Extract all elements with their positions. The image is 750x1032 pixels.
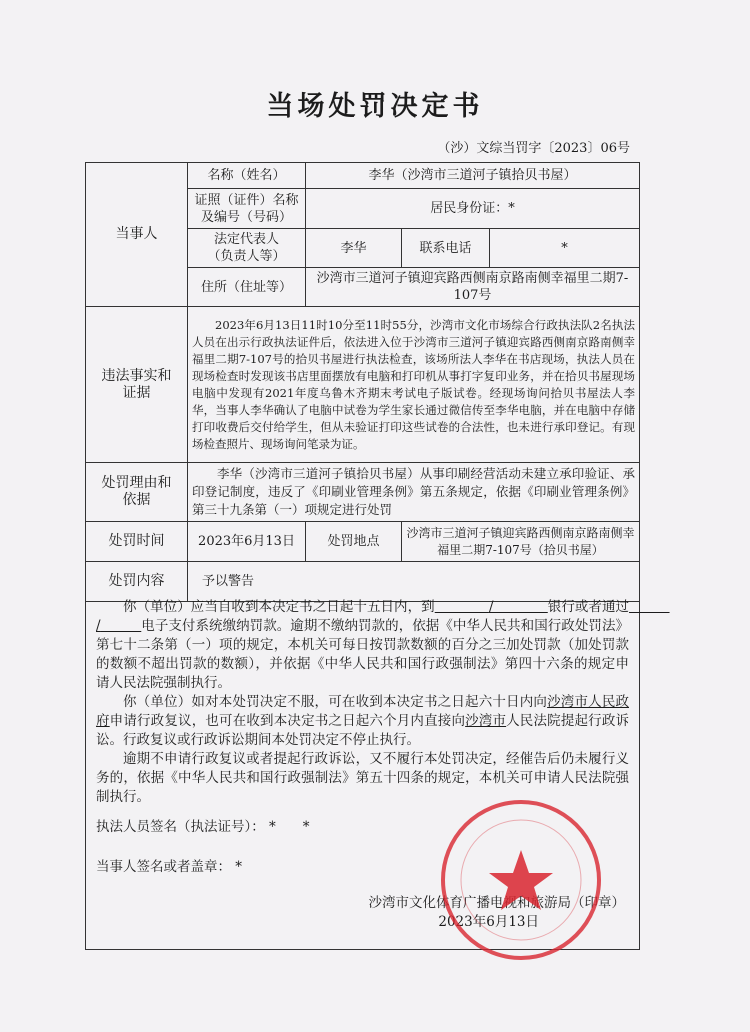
notice-p1-c: 电子支付系统缴纳罚款。逾期不缴纳罚款的，依据《中华人民共和国行政处罚法》第七十二条第（一）项的规定，本机关可每日按罚款数额的百分之三加处罚款（加处罚款的数额不超出罚款的数额），并依据《中华人民共和国行政强制法》第四十六条的规定申请人民法院强制执行。 — [96, 618, 630, 691]
notice-p2-b: 申请行政复议，也可在收到本决定书之日起六个月内直接向 — [109, 713, 466, 729]
reason-label-line2: 依据 — [122, 492, 151, 508]
seal-star-icon — [489, 850, 553, 910]
representative-label — [188, 229, 306, 268]
notice-paragraph-1 — [96, 598, 629, 693]
reason-label-line1: 处罚理由和 — [101, 475, 172, 491]
officer-signature-label: 执法人员签名（执法证号）： — [96, 819, 265, 835]
phone-value: * — [490, 229, 640, 268]
id-value: 居民身份证：* — [306, 189, 640, 229]
party-signature-line — [96, 858, 242, 877]
court-city: 沙湾市 — [465, 713, 507, 729]
phone-label: 联系电话 — [402, 229, 490, 268]
notice-p1-b: 银行或者通过 — [547, 599, 630, 615]
time-value: 2023年6月13日 — [188, 522, 306, 562]
party-signature-value: * — [235, 859, 243, 875]
issuing-office: 沙湾市文化体育广播电视和旅游局（印章） — [368, 895, 625, 911]
representative-value: 李华 — [306, 229, 402, 268]
facts-label — [86, 307, 188, 463]
document-title: 当场处罚决定书 — [266, 91, 484, 122]
payment-blank-value: / — [96, 618, 101, 634]
penalty-form-table — [85, 162, 640, 602]
notice-p1-a: 你（单位）应当自收到本决定书之日起十五日内，到 — [123, 599, 435, 615]
party-section-label: 当事人 — [86, 163, 188, 307]
reason-label — [86, 463, 188, 522]
rep-label-line2: （负责人等） — [207, 249, 286, 264]
officer-signature-line — [96, 818, 310, 837]
id-label — [188, 189, 306, 229]
officer-signature-value: * * — [269, 819, 310, 835]
review-government: 沙湾市人民政府 — [96, 694, 630, 729]
id-label-line1: 证照（证件）名称 — [194, 192, 299, 208]
reason-text: 李华（沙湾市三道河子镇拾贝书屋）从事印刷经营活动未建立承印验证、承印登记制度，违反了《印刷业管理条例》第五条规定，依据《印刷业管理条例》第三十九条第（一）项规定进行处罚 — [188, 463, 640, 522]
official-seal-stamp — [436, 795, 606, 965]
facts-label-line1: 违法事实和 — [101, 367, 172, 384]
facts-label-line2: 证据 — [122, 384, 151, 401]
notice-paragraph-3: 逾期不申请行政复议或者提起行政诉讼，又不履行本处罚决定，经催告后仍未履行义务的，依据《中华人民共和国行政强制法》第五十四条的规定，本机关可申请人民法院强制执行。 — [96, 751, 629, 805]
notice-paragraph-2 — [96, 693, 629, 750]
name-value: 李华（沙湾市三道河子镇拾贝书屋） — [306, 163, 640, 189]
document-number: （沙）文综当罚字〔2023〕06号 — [437, 141, 630, 156]
name-label: 名称（姓名） — [188, 163, 306, 189]
id-label-line2: 及编号（号码） — [200, 209, 292, 225]
party-signature-label: 当事人签名或者盖章： — [96, 859, 231, 875]
content-value: 予以警告 — [188, 562, 640, 602]
place-label: 处罚地点 — [306, 522, 402, 562]
notice-p2-a: 你（单位）如对本处罚决定不服，可在收到本决定书之日起六十日内向 — [123, 694, 548, 710]
facts-text: 2023年6月13日11时10分至11时55分，沙湾市文化市场综合行政执法队2名执法人员在出示行政执法证件后，依法进入位于沙湾市三道河子镇迎宾路西侧南京路南侧幸福里二期7-107号的拾贝书屋进行执法检查，该场所法人李华在书店现场，执法人员在现场检查时发现该书店里面摆放有电脑和打印机从事打字复印业务，并在拾贝书屋现场电脑中发现有2021年度乌鲁木齐期末考试电子版试卷。经现场询问拾贝书屋法人李华，当事人李华确认了电脑中试卷为学生家长通过微信传至李华电脑，并在电脑中存储打印收费后交付给学生，但从未验证打印这些试卷的合法性，也未进行承印登记。有现场检查照片、现场询问笔录为证。 — [188, 307, 640, 463]
issue-date: 2023年6月13日 — [438, 914, 539, 930]
address-value: 沙湾市三道河子镇迎宾路西侧南京路南侧幸福里二期7-107号 — [306, 268, 640, 307]
content-label: 处罚内容 — [86, 562, 188, 602]
bank-blank — [435, 599, 548, 615]
time-label: 处罚时间 — [86, 522, 188, 562]
place-value: 沙湾市三道河子镇迎宾路西侧南京路南侧幸福里二期7-107号（拾贝书屋） — [402, 522, 640, 562]
bank-blank-value: / — [488, 599, 494, 615]
rep-label-line1: 法定代表人 — [213, 232, 279, 247]
address-label: 住所（住址等） — [188, 268, 306, 307]
notice-p2-c: 人民法院提起行政诉讼。行政复议或行政诉讼期间本处罚决定不停止执行。 — [96, 713, 630, 748]
